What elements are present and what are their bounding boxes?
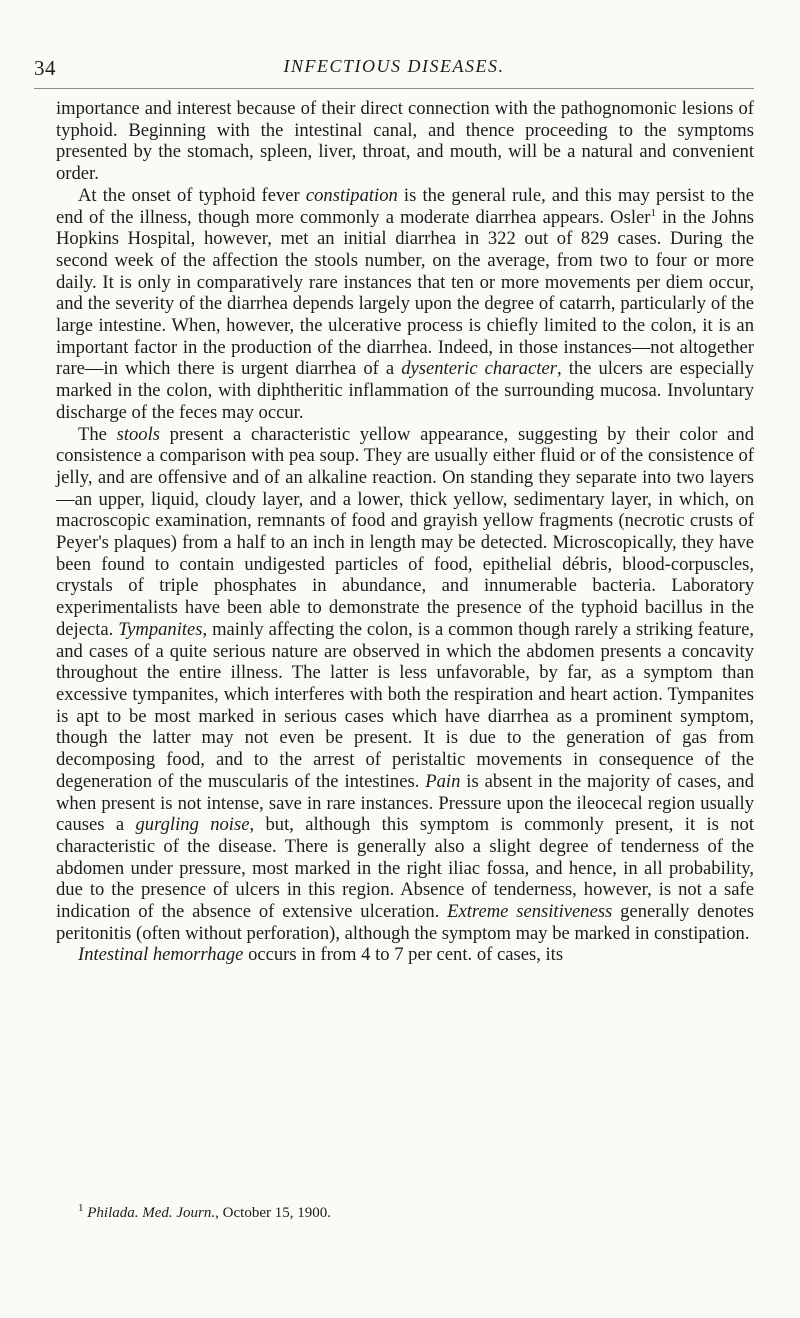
- footnote-reference: 1: [650, 206, 656, 219]
- paragraph-intestinal-hemorrhage: Intestinal hemorrhage occurs in from 4 to 7 per cent. of cases, its: [78, 944, 564, 966]
- footnote-source: Philada. Med. Journ.: [87, 1205, 216, 1221]
- header-rule: [34, 88, 754, 89]
- emphasis-extreme-sensitiveness: Extreme sensitiveness: [447, 901, 613, 923]
- running-head: [34, 56, 754, 86]
- emphasis-intestinal-hemorrhage: Intestinal hemorrhage: [78, 944, 244, 966]
- emphasis-constipation: constipation: [305, 184, 398, 206]
- emphasis-stools: stools: [116, 423, 160, 445]
- footnote-date: , October 15, 1900.: [215, 1205, 331, 1221]
- paragraph-continued: importance and interest because of their direct connection with the pathognomonic lesions of typhoid. Beginning with the intestinal canal, and thence proceeding to the symptoms presented by the stomach, spleen, liver, throat, and mouth, will be a natural and convenient order.: [56, 98, 754, 185]
- footnote-marker: 1: [78, 1202, 84, 1214]
- page-number: 34: [34, 56, 56, 80]
- paragraph-stools: The stools present a characteristic yellow appearance, suggesting by their color and consistence a comparison with pea soup. They are usually either fluid or of the consistence of jelly, and are offensive and of an alkaline reaction. On standing they separate into two layers—an upper, liquid, cloudy layer, and a lower, thick yellow, sedimentary layer, in which, on macroscopic examination, remnants of food and grayish yellow fragments (necrotic crusts of Peyer's plaques) from a half to an inch in length may be detected. Microscopically, they have been found to contain undigested particles of food, epithelial débris, blood-corpuscles, crystals of triple phosphates in abundance, and innumerable bacteria. Laboratory experimentalists have been able to demonstrate the presence of the typhoid bacillus in the dejecta. Tympanites, mainly affecting the colon, is a common though rarely a striking feature, and cases of a quite serious nature are observed in which the abdomen presents a concavity throughout the entire illness. The latter is less unfavorable, by far, as a symptom than excessive tympanites, which interferes with both the respiration and heart action. Tympanites is apt to be most marked in serious cases which have diarrhea as a prominent symptom, though the latter may not even be present. It is due to the generation of gas from decomposing food, and to the arrest of peristaltic movements in consequence of the degeneration of the muscularis of the intestines. Pain is absent in the majority of cases, and when present is not intense, save in rare instances. Pressure upon the ileocecal region usually causes a gurgling noise, but, although this symptom is commonly present, it is not characteristic of the disease. There is generally also a slight degree of tenderness of the abdomen under pressure, most marked in the right iliac fossa, and hence, in all probability, due to the presence of ulcers in this region. Absence of tenderness, however, is not a safe indication of the absence of extensive ulceration. Extreme sensitiveness generally denotes peritonitis (often without perforation), although the symptom may be marked in constipation.: [56, 423, 754, 944]
- emphasis-dysenteric-character: dysenteric character: [401, 358, 557, 380]
- paragraph-constipation: At the onset of typhoid fever constipation is the general rule, and this may persist to the end of the illness, though more commonly a moderate diarrhea appears. Osler$^1$ in the Johns Hopkins Hospital, however, met an initial diarrhea in 322 out of 829 cases. During the second week of the affection the stools number, on the average, from two to four or more daily. It is only in comparatively rare instances that ten or more movements per diem occur, and the severity of the diarrhea depends largely upon the degree of catarrh, particularly of the large intestine. When, however, the ulcerative process is chiefly limited to the colon, it is an important factor in the production of the diarrhea. Indeed, in those instances—not altogether rare—in which there is urgent diarrhea of a dysenteric character, the ulcers are especially marked in the colon, with diphtheritic inflammation of the surrounding mucosa. Involuntary discharge of the feces may occur.: [56, 184, 755, 423]
- emphasis-gurgling-noise: gurgling noise: [135, 814, 250, 836]
- emphasis-tympanites: Tympanites: [118, 618, 203, 640]
- footnote: [78, 1204, 754, 1222]
- running-title: INFECTIOUS DISEASES.: [283, 56, 505, 76]
- emphasis-pain: Pain: [425, 770, 461, 792]
- body-text: [56, 98, 754, 966]
